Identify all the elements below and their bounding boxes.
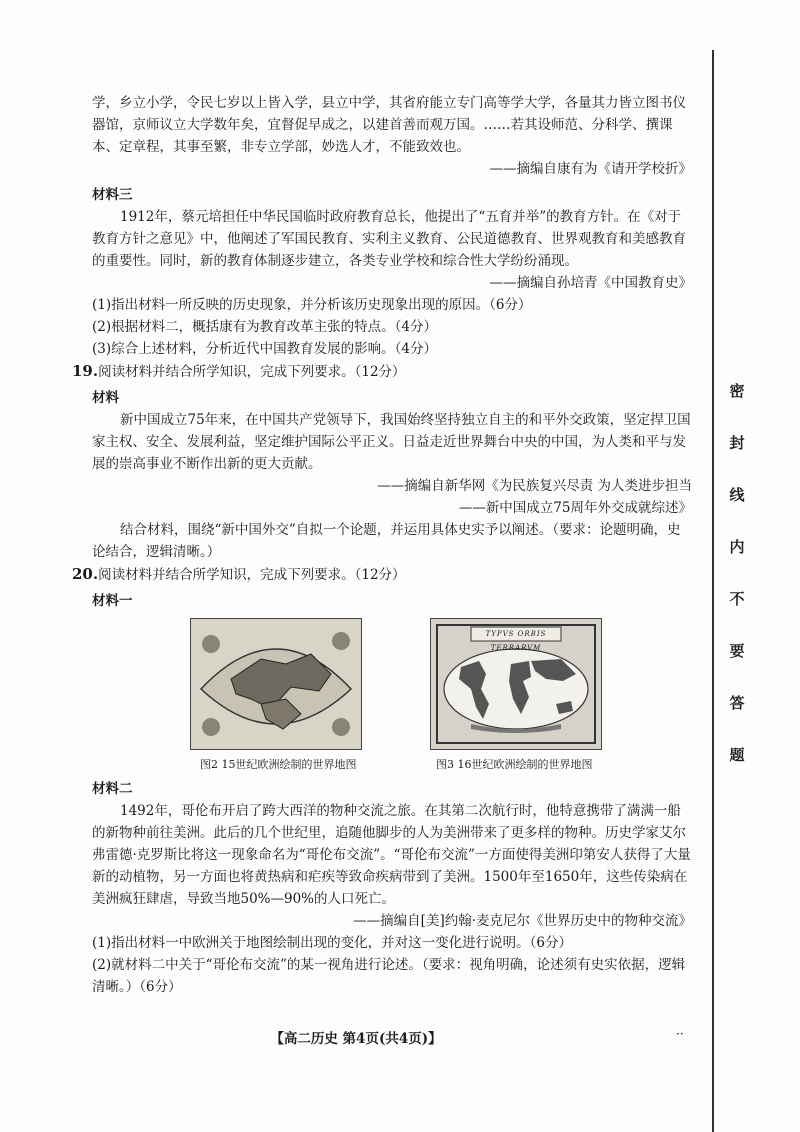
seal-char: 答	[729, 694, 745, 712]
fig3-caption: 图3 16世纪欧洲绘制的世界地图	[436, 758, 593, 771]
page-footer: 【高二历史 第4页(共4页)】	[270, 1031, 442, 1047]
seal-char: 线	[729, 486, 745, 504]
exam-content	[72, 92, 692, 998]
q20-material1-heading: 材料一	[92, 593, 133, 609]
q20-question-1: (1)指出材料一中欧洲关于地图绘制出现的变化，并对这一变化进行说明。（6分）	[92, 935, 572, 951]
q19-title	[72, 360, 692, 383]
q18-question-2: (2)根据材料二，概括康有为教育改革主张的特点。（4分）	[92, 319, 437, 335]
q20-material2-heading: 材料二	[92, 781, 133, 797]
q19-source-1: ——摘编自新华网《为民族复兴尽责 为人类进步担当	[377, 478, 692, 494]
fig2-caption: 图2 15世纪欧洲绘制的世界地图	[200, 758, 357, 771]
material3-text: 1912年，蔡元培担任中华民国临时政府教育总长，他提出了“五育并举”的教育方针。在《对于教育方针之意见》中，他阐述了军国民教育、实利主义教育、公民道德教育、世界观教育和美感教育的重要性。同时，新的教育体制逐步建立，各类专业学校和综合性大学纷纷涌现。	[92, 209, 686, 269]
q19-source-2: ——新中国成立75周年外交成就综述》	[458, 500, 692, 516]
footer-mark: ··	[676, 1027, 684, 1041]
q20-material2-text: 1492年，哥伦布开启了跨大西洋的物种交流之旅。在其第二次航行时，他特意携带了满满一船的新物种前往美洲。此后的几个世纪里，追随他脚步的人为美洲带来了更多样的物种。历史学家艾尔弗雷德·克罗斯比将这一现象命名为“哥伦布交流”。“哥伦布交流”一方面使得美洲印第安人获得了大量新的动植物，另一方面也将黄热病和疟疾等致命疾病带到了美洲。1500年至1650年，这些传染病在美洲疯狂肆虐，导致当地50%—90%的人口死亡。	[92, 803, 691, 907]
material3-source: ——摘编自孙培青《中国教育史》	[489, 275, 692, 291]
q19-material-text: 新中国成立75年来，在中国共产党领导下，我国始终坚持独立自主的和平外交政策，坚定捍卫国家主权、安全、发展利益，坚定维护国际公平正义。日益走近世界舞台中央的中国，为人类和平与发展的崇高事业不断作出新的更大贡献。	[92, 412, 691, 472]
q20-number: 20.	[72, 565, 99, 583]
fig2-world-map-15th-century	[190, 618, 362, 750]
q19-number: 19.	[72, 362, 99, 380]
fig3-world-map-16th-century	[430, 618, 602, 750]
material2-source: ——摘编自康有为《请开学校折》	[489, 161, 692, 177]
fig3-banner: TYPVS ORBIS TERRARVM	[485, 630, 547, 652]
seal-char: 不	[729, 590, 745, 608]
seal-char: 内	[729, 538, 745, 556]
q19-task: 结合材料，围绕“新中国外交”自拟一个论题，并运用具体史实予以阐述。（要求：论题明确，史论结合，逻辑清晰。）	[92, 522, 681, 560]
seal-char: 封	[729, 434, 745, 452]
map-figures	[92, 618, 692, 774]
q20-question-2: (2)就材料二中关于“哥伦布交流”的某一视角进行论述。（要求：视角明确，论述须有史实依据，逻辑清晰。）（6分）	[92, 957, 686, 995]
seal-char: 题	[729, 746, 745, 764]
seal-char: 要	[729, 642, 745, 660]
q19-material-heading: 材料	[92, 390, 119, 406]
q20-title-text: 阅读材料并结合所学知识，完成下列要求。（12分）	[98, 567, 406, 583]
seal-char: 密	[729, 382, 745, 400]
q19-title-text: 阅读材料并结合所学知识，完成下列要求。（12分）	[98, 364, 406, 380]
q20-title	[72, 563, 692, 586]
q18-question-1: (1)指出材料一所反映的历史现象，并分析该历史现象出现的原因。（6分）	[92, 297, 532, 313]
binding-line	[712, 50, 714, 1132]
q20-source: ——摘编自[美]约翰·麦克尼尔《世界历史中的物种交流》	[353, 913, 692, 929]
material2-text: 学，乡立小学，令民七岁以上皆入学，县立中学，其省府能立专门高等学大学，各量其力皆立图书仪器馆，京师议立大学数年矣，宜督促早成之，以建首善而观万国。……若其设师范、分科学、撰课本、定章程，其事至繁，非专立学部，妙选人才，不能致效也。	[92, 95, 686, 155]
fig2-map-drawing	[191, 619, 361, 749]
material3-heading: 材料三	[92, 187, 133, 203]
q18-question-3: (3)综合上述材料，分析近代中国教育发展的影响。（4分）	[92, 341, 437, 357]
